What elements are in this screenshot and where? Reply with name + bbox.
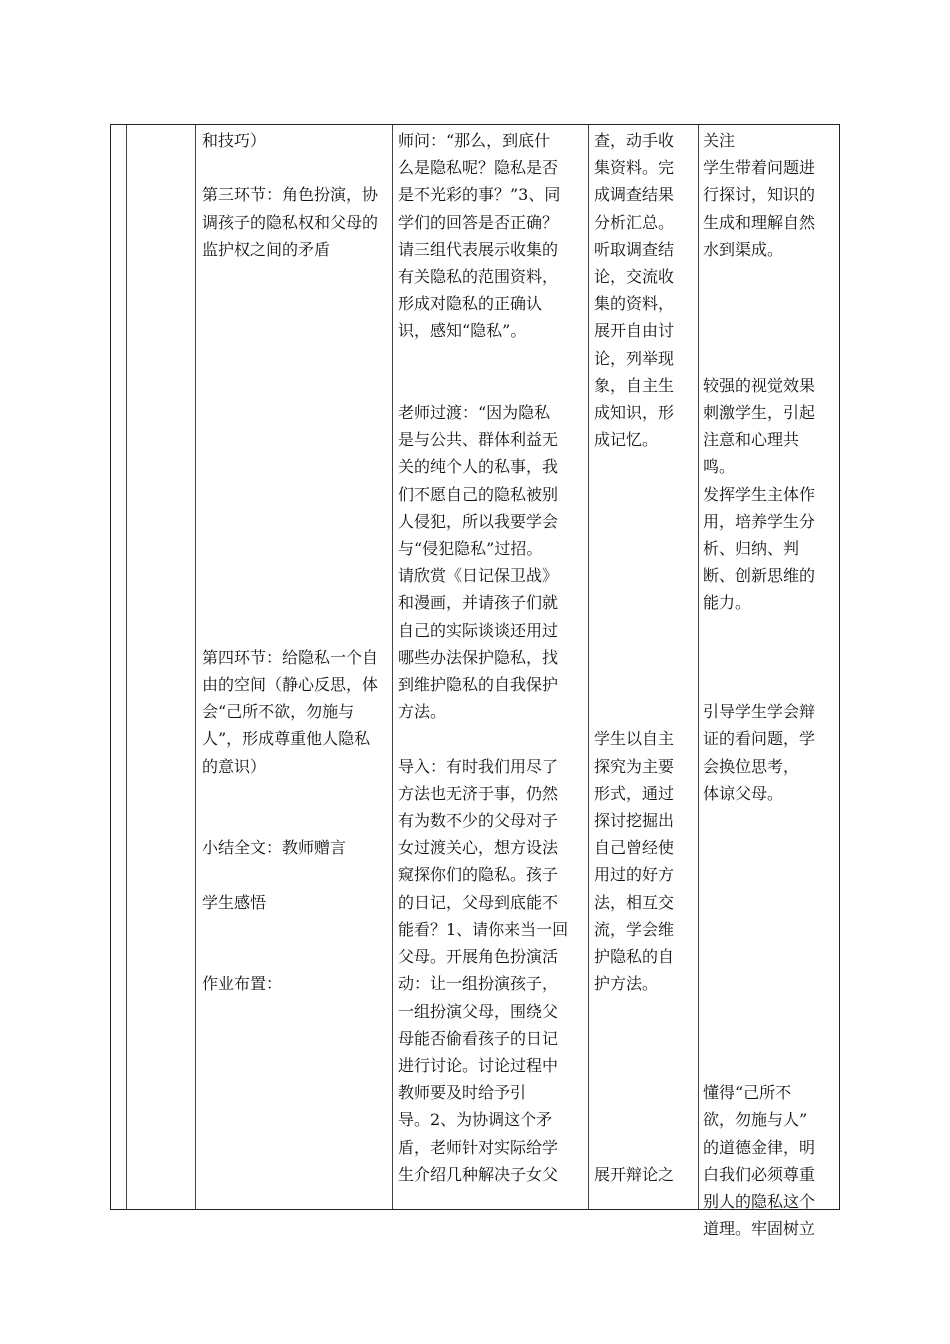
- text-line: [202, 780, 388, 807]
- text-line: [703, 263, 827, 290]
- text-line: 人”，形成尊重他人隐私: [202, 729, 371, 749]
- text-line: [202, 916, 388, 943]
- text-line: 用过的好方: [594, 865, 675, 885]
- text-line: 母能否偷看孩子的日记: [398, 1028, 559, 1048]
- text-line: [594, 481, 692, 508]
- text-line: [202, 562, 388, 589]
- text-line: 学生以自主: [594, 729, 675, 749]
- text-line: [202, 535, 388, 562]
- text-line: 的日记，父母到底能不: [398, 892, 559, 912]
- text-line: 集资料。完: [594, 158, 675, 178]
- column-divider: [698, 125, 699, 1209]
- text-line: 是不光彩的事？”3、同: [398, 185, 561, 205]
- column-divider: [195, 125, 196, 1209]
- text-line: [703, 970, 827, 997]
- text-line: [202, 290, 388, 317]
- text-line: 监护权之间的矛盾: [202, 239, 331, 259]
- text-line: [594, 508, 692, 535]
- text-line: [202, 807, 388, 834]
- text-line: 和漫画，并请孩子们就: [398, 593, 559, 613]
- text-line: 老师过渡：“因为隐私: [398, 403, 551, 423]
- text-line: [202, 399, 388, 426]
- text-line: [703, 916, 827, 943]
- text-line: [703, 943, 827, 970]
- text-line: 展开辩论之: [594, 1164, 675, 1184]
- text-line: 懂得“己所不: [703, 1083, 792, 1103]
- text-line: 查，动手收: [594, 131, 675, 150]
- text-line: 盾，老师针对实际给学: [398, 1137, 559, 1157]
- text-line: 关的纯个人的私事，我: [398, 457, 559, 477]
- text-line: 护隐私的自: [594, 947, 675, 967]
- text-line: 自己曾经使: [594, 838, 675, 858]
- text-line: 小结全文：教师赠言: [202, 838, 347, 858]
- text-line: 流，学会维: [594, 919, 675, 939]
- text-line: 导入：有时我们用尽了: [398, 756, 559, 776]
- text-line: [202, 943, 388, 970]
- text-line: [202, 426, 388, 453]
- text-line: 到维护隐私的自我保护: [398, 675, 559, 695]
- text-line: 由的空间（静心反思，体: [202, 675, 379, 695]
- text-line: 进行讨论。讨论过程中: [398, 1055, 559, 1075]
- column-divider: [126, 125, 127, 1209]
- text-line: 是与公共、群体利益无: [398, 430, 559, 450]
- text-line: 别人的隐私这个: [703, 1191, 816, 1211]
- text-line: [594, 562, 692, 589]
- text-line: [703, 644, 827, 671]
- text-line: [398, 725, 580, 752]
- text-line: 鸣。: [703, 457, 736, 477]
- text-line: [594, 1052, 692, 1079]
- text-line: 论，列举现: [594, 348, 675, 368]
- text-line: [703, 671, 827, 698]
- text-line: 集的资料，: [594, 294, 675, 314]
- text-line: 哪些办法保护隐私，找: [398, 647, 559, 667]
- column-divider: [588, 125, 589, 1209]
- text-line: 引导学生学会辩: [703, 702, 816, 722]
- text-line: 请三组代表展示收集的: [398, 239, 559, 259]
- text-line: 窥探你们的隐私。孩子: [398, 865, 559, 885]
- text-line: 断、创新思维的: [703, 566, 816, 586]
- text-line: 证的看问题，学: [703, 729, 816, 749]
- text-line: 学生感悟: [202, 892, 267, 912]
- stage-column: [202, 127, 388, 998]
- text-line: 教师要及时给予引: [398, 1083, 527, 1103]
- text-line: 道理。牢固树立: [703, 1219, 816, 1239]
- text-line: [594, 1106, 692, 1133]
- text-line: 形式，通过: [594, 783, 675, 803]
- text-line: 形成对隐私的正确认: [398, 294, 543, 314]
- text-line: 较强的视觉效果: [703, 375, 816, 395]
- text-line: [594, 535, 692, 562]
- text-line: 成调查结果: [594, 185, 675, 205]
- text-line: 学生带着问题进: [703, 158, 816, 178]
- text-line: [202, 263, 388, 290]
- text-line: 护方法。: [594, 974, 659, 994]
- text-line: [202, 317, 388, 344]
- text-line: [594, 671, 692, 698]
- student-activity-column: [594, 127, 692, 1188]
- text-line: 能力。: [703, 593, 752, 613]
- text-line: [594, 1079, 692, 1106]
- text-line: [703, 290, 827, 317]
- text-line: 与“侵犯隐私”过招。: [398, 539, 543, 559]
- text-line: 么是隐私呢？隐私是否: [398, 158, 559, 178]
- text-line: [202, 617, 388, 644]
- text-line: [594, 1134, 692, 1161]
- text-line: 和技巧）: [202, 131, 267, 150]
- text-line: 用，培养学生分: [703, 511, 816, 531]
- text-line: 分析汇总。: [594, 212, 675, 232]
- text-line: [703, 889, 827, 916]
- text-line: 的道德金律，明: [703, 1137, 816, 1157]
- text-line: [594, 998, 692, 1025]
- text-line: 动：让一组扮演孩子，: [398, 974, 559, 994]
- text-line: [703, 1052, 827, 1079]
- text-line: [594, 698, 692, 725]
- text-line: [202, 453, 388, 480]
- text-line: 第四环节：给隐私一个自: [202, 647, 379, 667]
- text-line: [703, 317, 827, 344]
- lesson-plan-table: [110, 124, 840, 1239]
- text-line: 成记忆。: [594, 430, 659, 450]
- text-line: [594, 617, 692, 644]
- text-line: [703, 345, 827, 372]
- text-line: 导。2、为协调这个矛: [398, 1110, 553, 1130]
- text-line: 人侵犯，所以我要学会: [398, 511, 559, 531]
- text-line: [398, 345, 580, 372]
- text-line: [703, 998, 827, 1025]
- text-line: 生成和理解自然: [703, 212, 816, 232]
- column-divider: [392, 125, 393, 1209]
- text-line: [202, 508, 388, 535]
- text-line: [703, 617, 827, 644]
- text-line: 的意识）: [202, 756, 267, 776]
- text-line: 水到渠成。: [703, 239, 784, 259]
- text-line: 方法。: [398, 702, 447, 722]
- text-line: 注意和心理共: [703, 430, 800, 450]
- text-line: [202, 861, 388, 888]
- text-line: [703, 861, 827, 888]
- text-line: 关注: [703, 131, 736, 150]
- text-line: 生介绍几种解决子女父: [398, 1164, 559, 1184]
- text-line: [703, 807, 827, 834]
- text-line: 探讨挖掘出: [594, 811, 675, 831]
- text-line: 师问：“那么，到底什: [398, 131, 551, 150]
- design-intent-column: [703, 127, 827, 1242]
- text-line: [202, 481, 388, 508]
- text-line: 白我们必须尊重: [703, 1164, 816, 1184]
- text-line: [398, 372, 580, 399]
- text-line: 法，相互交: [594, 892, 675, 912]
- text-line: 女过渡关心，想方设法: [398, 838, 559, 858]
- text-line: [594, 1025, 692, 1052]
- text-line: 学们的回答是否正确？: [398, 212, 559, 232]
- text-line: 们不愿自己的隐私被别: [398, 484, 559, 504]
- text-line: [202, 345, 388, 372]
- text-line: 父母。开展角色扮演活: [398, 947, 559, 967]
- text-line: [594, 589, 692, 616]
- text-line: 会换位思考，: [703, 756, 800, 776]
- text-line: 探究为主要: [594, 756, 675, 776]
- text-line: 体谅父母。: [703, 783, 784, 803]
- text-line: [703, 834, 827, 861]
- text-line: 刺激学生，引起: [703, 403, 816, 423]
- text-line: 欲，勿施与人”: [703, 1110, 808, 1130]
- text-line: [202, 589, 388, 616]
- text-line: 析、归纳、判: [703, 539, 800, 559]
- text-line: [202, 372, 388, 399]
- text-line: [594, 644, 692, 671]
- text-line: 自己的实际谈谈还用过: [398, 620, 559, 640]
- text-line: 听取调查结: [594, 239, 675, 259]
- text-line: 展开自由讨: [594, 321, 675, 341]
- text-line: 有关隐私的范围资料，: [398, 267, 559, 287]
- text-line: [594, 453, 692, 480]
- text-line: 论，交流收: [594, 267, 675, 287]
- text-line: [703, 1025, 827, 1052]
- text-line: 象，自主生: [594, 375, 675, 395]
- text-line: 会“己所不欲，勿施与: [202, 702, 355, 722]
- text-line: 识，感知“隐私”。: [398, 321, 527, 341]
- text-line: 调孩子的隐私权和父母的: [202, 212, 379, 232]
- text-line: 请欣赏《日记保卫战》: [398, 566, 559, 586]
- teacher-activity-column: [398, 127, 580, 1188]
- text-line: [202, 154, 388, 181]
- text-line: 一组扮演父母，围绕父: [398, 1001, 559, 1021]
- text-line: 成知识，形: [594, 403, 675, 423]
- text-line: 第三环节：角色扮演，协: [202, 185, 379, 205]
- text-line: 有为数不少的父母对子: [398, 811, 559, 831]
- text-line: 方法也无济于事，仍然: [398, 783, 559, 803]
- text-line: 发挥学生主体作: [703, 484, 816, 504]
- text-line: 作业布置：: [202, 974, 283, 994]
- text-line: 能看？1、请你来当一回: [398, 919, 569, 939]
- text-line: 行探讨，知识的: [703, 185, 816, 205]
